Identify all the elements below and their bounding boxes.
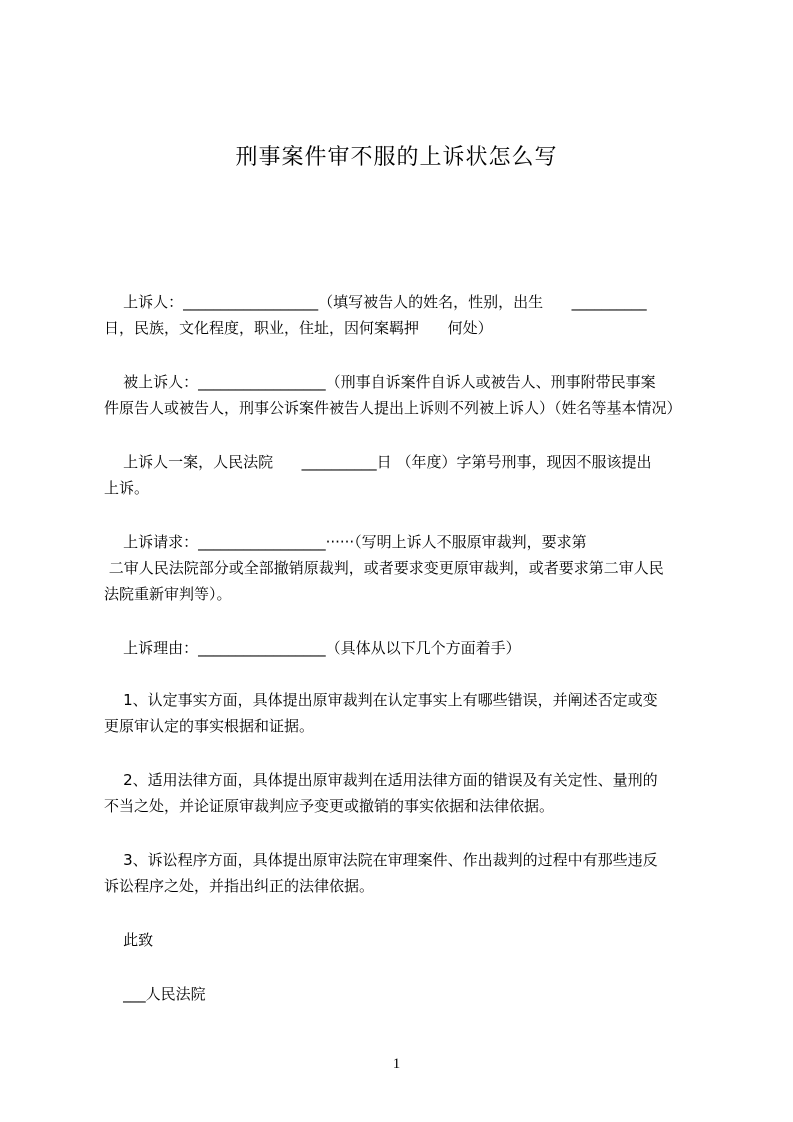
paragraph-line: 诉讼程序之处，并指出纠正的法律依据。 [104, 877, 375, 895]
paragraph-line: 二审人民法院部分或全部撤销原裁判，或者要求变更原审裁判，或者要求第二审人民 [104, 559, 664, 577]
paragraph-line: 上诉人一案，人民法院 __________日 （年度）字第号刑事，现因不服该提出 [104, 453, 652, 471]
paragraph-line: 不当之处，并论证原审裁判应予变更或撤销的事实依据和法律依据。 [104, 797, 555, 815]
paragraph-line: 上诉理由：_________________（具体从以下几个方面着手） [104, 639, 521, 657]
court-addressee: ___人民法院 [104, 985, 206, 1003]
paragraph-line: 上诉人：__________________（填写被告人的姓名，性别，出生 __________ [104, 293, 647, 311]
paragraph-line: 1、认定事实方面，具体提出原审裁判在认定事实上有哪些错误，并阐述否定或变 [104, 691, 658, 709]
paragraph-line: 法院重新审判等）。 [104, 585, 232, 603]
paragraph-line: 2、适用法律方面，具体提出原审裁判在适用法律方面的错误及有关定性、量刑的 [104, 771, 658, 789]
paragraph-line: 上诉请求：_________________······（写明上诉人不服原审裁判，要求第 [104, 533, 587, 551]
paragraph-line: 3、诉讼程序方面，具体提出原审法院在审理案件、作出裁判的过程中有那些违反 [104, 851, 658, 869]
closing-salutation: 此致 [104, 931, 154, 949]
paragraph-line: 更原审认定的事实根据和证据。 [104, 717, 315, 735]
paragraph-line: 件原告人或被告人，刑事公诉案件被告人提出上诉则不列被上诉人）（姓名等基本情况） [104, 399, 682, 417]
paragraph-line: 被上诉人：_________________（刑事自诉案件自诉人或被告人、刑事附带民事案 [104, 373, 656, 391]
page-number: 1 [392, 1056, 401, 1072]
paragraph-line: 上诉。 [104, 479, 150, 497]
document-title: 刑事案件审不服的上诉状怎么写 [235, 145, 558, 170]
paragraph-line: 日，民族，文化程度，职业，住址，因何案羁押 何处） [104, 319, 493, 337]
